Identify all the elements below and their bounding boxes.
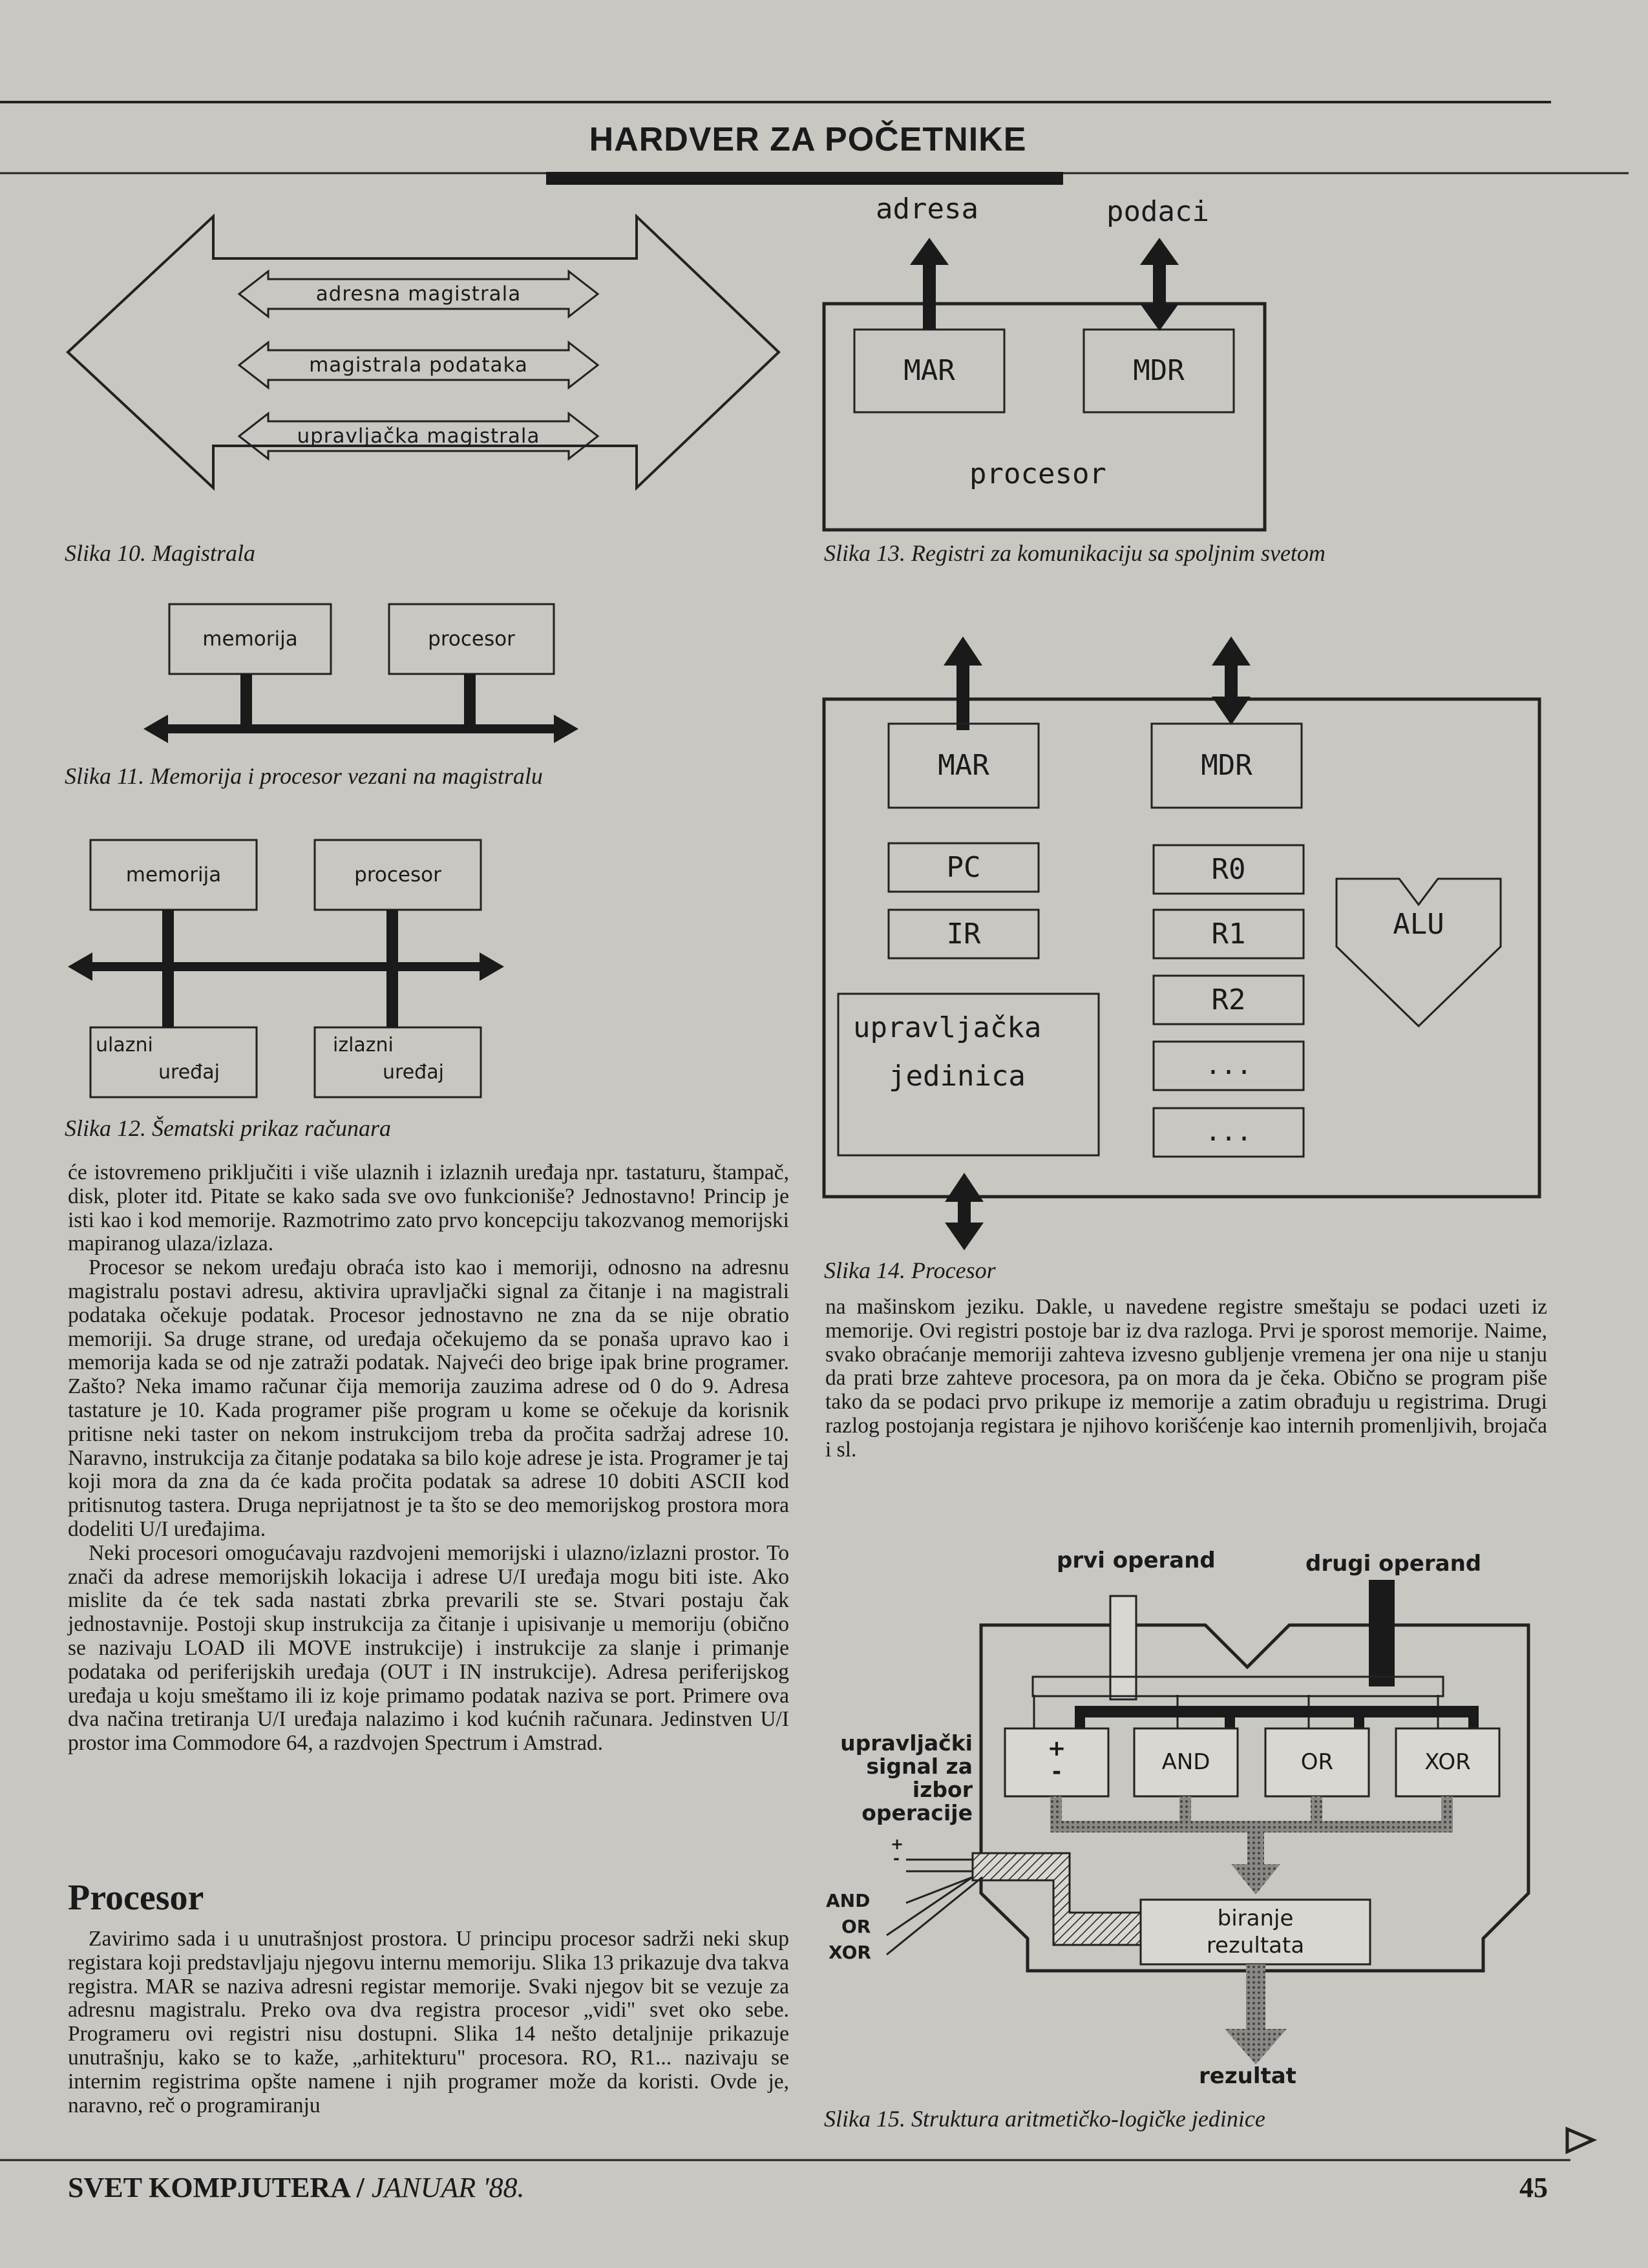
fig13-data-arrowhead-bottom — [1140, 304, 1179, 331]
fig13-mar-label: MAR — [903, 354, 955, 387]
fig14-r0-label: R0 — [1211, 853, 1246, 886]
fig11-cpu-label: procesor — [428, 627, 515, 651]
fig15-result-arrow — [1225, 2029, 1287, 2064]
fig13-addr-arrowhead — [910, 238, 949, 265]
fig15-op2-label: drugi operand — [1305, 1551, 1482, 1577]
fig12-caption: Slika 12. Šematski prikaz računara — [65, 1115, 391, 1141]
fig14-rdots2-label: ... — [1205, 1117, 1252, 1147]
fig12-cpu-label: procesor — [354, 863, 441, 887]
left-paragraph-1: će istovremeno priključiti i više ulaznih i izlaznih uređaja npr. tastaturu, štampač, disk, ploter itd. Pitate se kako sada sve ovo funkcioniše? Jednostavno! Princip je isti kao i kod memorije. Razmotrimo zato prvo koncepciju takozvanog memorijski mapiranog ulaza/izlaza. — [68, 1160, 789, 1256]
fig14-updown-arrowhead-bottom — [1212, 697, 1251, 725]
fig14-alu-label: ALU — [1393, 908, 1444, 941]
fig15-signal-plus: + — [891, 1835, 904, 1853]
fig14-up-arrowhead — [944, 636, 982, 666]
fig13-data-label: podaci — [1106, 195, 1209, 228]
header-bar — [546, 172, 1063, 185]
left-column-text-2 — [68, 1927, 789, 2117]
fig15-control-bus — [973, 1853, 1141, 1945]
fig11-cpu-link — [464, 674, 476, 729]
fig14-r2-label: R2 — [1211, 983, 1246, 1016]
fig10-control-bus-label: upravljačka magistrala — [297, 425, 540, 448]
left-paragraph-3: Neki procesori omogućavaju razdvojeni memorijski i ulazno/izlazni prostor. To znači da adrese memorijskih lokacija i adrese U/I uređaja mogu biti iste. Ako mislite da će tek sada nastati zbrka prevarili ste se. Stvari postaju čak jednostavnije. Postoji skup instrukcija za čitanje i upisivanje u memoriju (obično se nazivaju LOAD ili MOVE instrukcije) i instrukcije za slanje i primanje podataka od periferijskih uređaja (OUT i IN instrukcije). Adresa periferijskog uređaja u koju smeštamo ili iz koje primamo podatak naziva se port. Primere ova dva načina tretiranja U/I uređaja nalazimo i kod kućnih računara. Jedinstven U/I prostor ima Commodore 64, a razdvojen Spectrum i Amstrad. — [68, 1540, 789, 1756]
fig10-caption: Slika 10. Magistrala — [65, 540, 255, 566]
fig15-to-select-arrow — [1231, 1864, 1280, 1895]
fig15-add-minus: - — [1051, 1759, 1062, 1785]
fig15-control-line-4: operacije — [861, 1800, 973, 1825]
fig11-bus-line — [158, 724, 559, 733]
fig12-bus-line — [84, 962, 491, 971]
fig14-down-arrowhead-bottom — [945, 1223, 984, 1250]
fig13-caption: Slika 13. Registri za komunikaciju sa spoljnim svetom — [824, 540, 1326, 566]
fig14-alu-shape — [1336, 879, 1501, 1026]
section-title: HARDVER ZA POČETNIKE — [589, 121, 1027, 158]
fig12-memory-label: memorija — [125, 863, 222, 887]
fig15-signal-and: AND — [826, 1890, 871, 1911]
fig15-control-line-3: izbor — [912, 1777, 973, 1802]
fig10-address-bus-label: adresna magistrala — [315, 282, 522, 306]
fig14-caption: Slika 14. Procesor — [824, 1257, 996, 1283]
fig13-cpu-label: procesor — [969, 457, 1106, 490]
left-paragraph-2: Procesor se nekom uređaju obraća isto kao i memoriji, odnosno na adresnu magistralu postavi adresu, aktivira upravljački signal za čitanje i na magistrali podataka očekuje podatak. Procesor jednostavno ne zna da se nije obratio memoriji. Sa druge strane, od uređaja očekujemo da se ponaša upravo kao i memorija kada se od nje zatraži podatak. Najveći deo brige ipak brine programer. Zašto? Neka imamo računar čija memorija zauzima adrese od 0 do 9. Adresa tastature je 10. Kada programer piše program u kome se očekuje da korisnik pritisne neki taster on nekom instrukcijom treba da pročita sadržaj adrese 10. Naravno, instrukcija za čitanje podataka sa bilo koje adrese je ista. Programer je taj koji mora da zna da će kada pročita podatak sa adrese 10 dobiti ASCII kod pritisnutog tastera. Druga neprijatnost je ta što se deo memorijskog prostora mora dodeliti U/I uređajima. — [68, 1255, 789, 1541]
fig15-control-line-2: signal za — [866, 1754, 973, 1779]
fig12-bus-right-arrow — [480, 952, 504, 981]
fig14-cu-label-2: jedinica — [889, 1060, 1026, 1093]
fig13-mdr-label: MDR — [1133, 354, 1185, 387]
fig12-input-label-2: uređaj — [158, 1061, 220, 1084]
fig11-memory-label: memorija — [202, 627, 298, 651]
fig14-r1-label: R1 — [1211, 918, 1246, 950]
fig15-op1-input — [1110, 1596, 1136, 1699]
footer-magazine-name: SVET KOMPJUTERA / — [68, 2172, 372, 2203]
fig15-signal-xor: XOR — [829, 1942, 871, 1963]
footer-magazine — [68, 2171, 525, 2204]
footer-issue: JANUAR '88. — [371, 2172, 525, 2203]
left-column-text — [68, 1161, 789, 1756]
fig15-or-unit-label: OR — [1300, 1749, 1334, 1775]
right-paragraph-1: na mašinskom jeziku. Dakle, u navedene registre smeštaju se podaci uzeti iz memorije. Ovi registri postoje bar iz dva razloga. Prvi je sporost memorije. Naime, svako obraćanje memoriji zahteva izvesno gubljenje vremena jer ona nije u stanju da prati brze zahteve procesora, pa on mora da je čeka. Obično se program piše tako da se podaci prvo prikupe iz memorije a zatim obrađuju u registrima. Drugi razlog postojanja registara je njihovo korišćenje kao internih promenljivih, brojača i sl. — [825, 1295, 1547, 1462]
fig11-mem-link — [240, 674, 252, 729]
left-paragraph-4: Zavirimo sada i u unutrašnjost prostora. U principu procesor sadrži neki skup registara koji predstavljaju njegovu internu memoriju. Slika 13 prikazuje dva takva registra. MAR se naziva adresni registar memorije. Svaki njegov bit se vezuje za adresnu magistralu. Preko ova dva registra procesor „vidi" svet oko sebe. Programeru ovi registri nisu dostupni. Slika 14 nešto detaljnije prikazuje unutrašnju, kako se to kaže, „arhitekturu" procesora. RO, R1... nazivaju se internim registrima opšte namene i njih programer može da koristi. Ovde je, naravno, reč o programiranju — [68, 1927, 789, 2117]
fig13-data-arrowhead-top — [1140, 238, 1179, 265]
fig14-up-shaft — [956, 659, 969, 730]
fig15-control-line-1: upravljački — [840, 1730, 973, 1756]
fig14-pc-label: PC — [946, 851, 981, 884]
fig10-data-bus-label: magistrala podataka — [309, 353, 528, 377]
fig15-op2-bus — [1075, 1706, 1479, 1717]
fig15-add-unit-label — [1005, 1737, 1108, 1783]
fig14-mdr-label: MDR — [1201, 749, 1252, 782]
fig15-diagram — [887, 1580, 1528, 2064]
fig12-input-label-1: ulazni — [96, 1034, 153, 1056]
fig12-bus-left-arrow — [68, 952, 92, 981]
fig13-addr-shaft — [923, 258, 936, 330]
fig14-ir-label: IR — [946, 918, 981, 950]
fig15-op1-label: prvi operand — [1057, 1548, 1216, 1573]
fig14-down-arrowhead-top — [945, 1173, 984, 1202]
fig11-caption: Slika 11. Memorija i procesor vezani na magistralu — [65, 763, 543, 789]
fig15-add-plus: + — [1047, 1736, 1066, 1761]
fig14-mar-label: MAR — [938, 749, 989, 782]
page-number: 45 — [1519, 2172, 1548, 2203]
fig15-select-label — [1141, 1905, 1370, 1959]
fig14-updown-arrowhead-top — [1212, 636, 1251, 666]
fig15-signal-or: OR — [841, 1916, 871, 1937]
next-page-triangle — [1567, 2129, 1593, 2152]
fig11-bus-right-arrow — [554, 715, 578, 743]
fig15-op2-input — [1369, 1580, 1395, 1686]
fig15-xor-unit-label: XOR — [1424, 1749, 1471, 1775]
right-column-text — [825, 1296, 1547, 1462]
fig14-cu-label-1: upravljačka — [853, 1011, 1042, 1044]
fig15-signal-minus: - — [893, 1849, 900, 1867]
fig13-address-label: adresa — [876, 193, 978, 226]
procesor-heading: Procesor — [68, 1878, 204, 1918]
fig15-select-line-2: rezultata — [1206, 1933, 1305, 1958]
fig12-output-label-1: izlazni — [333, 1034, 394, 1056]
fig15-and-unit-label: AND — [1161, 1749, 1210, 1775]
fig14-rdots1-label: ... — [1205, 1051, 1252, 1080]
fig15-control-label — [818, 1732, 973, 1825]
fig15-select-line-1: biranje — [1217, 1906, 1294, 1931]
fig13-data-shaft — [1153, 262, 1166, 307]
fig15-caption: Slika 15. Struktura aritmetičko-logičke jedinice — [824, 2106, 1265, 2132]
fig11-bus-left-arrow — [143, 715, 168, 743]
fig12-output-label-2: uređaj — [383, 1061, 444, 1084]
fig15-result-label: rezultat — [1199, 2063, 1296, 2089]
